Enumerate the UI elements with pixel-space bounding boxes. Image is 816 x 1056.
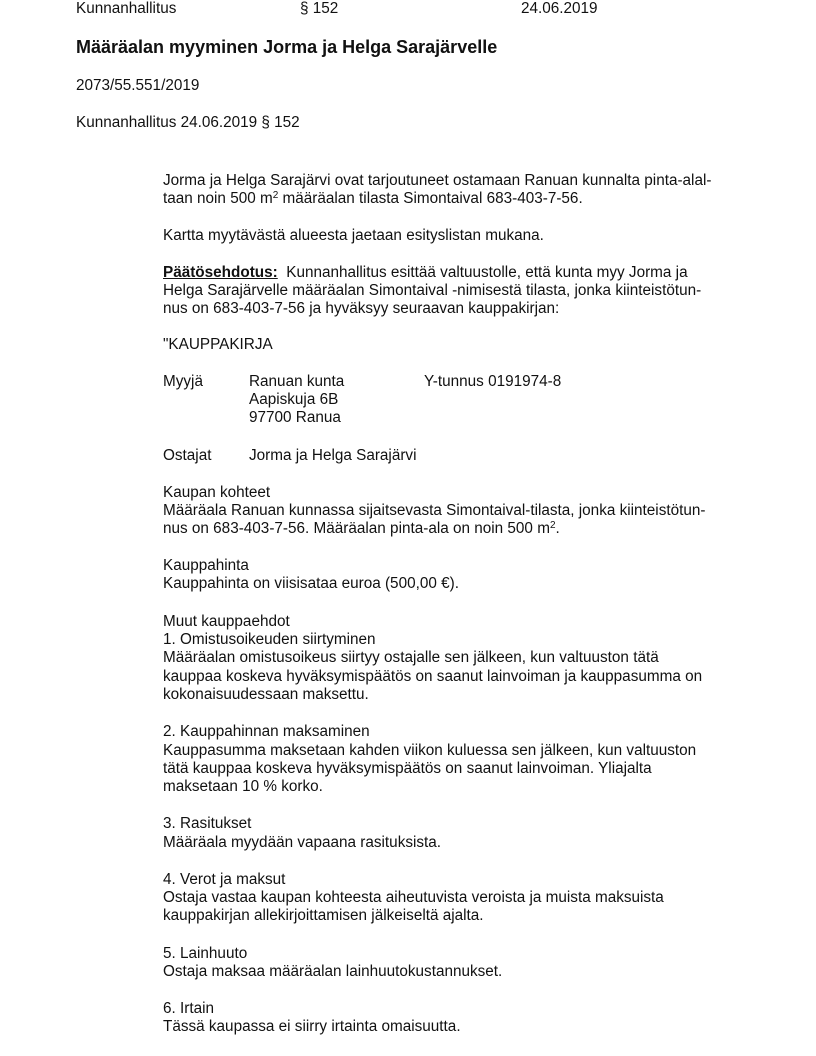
proposal-line <box>163 264 688 282</box>
section-line <box>163 520 560 538</box>
term-heading: 3. Rasitukset <box>163 815 252 832</box>
section-heading: Kauppahinta <box>163 557 249 574</box>
intro-line <box>163 190 583 208</box>
text: taan noin 500 m <box>163 190 273 207</box>
text: nus on 683-403-7-56. Määräalan pinta-ala on noin 500 m <box>163 520 550 537</box>
section-line: Kauppahinta on viisisataa euroa (500,00 €). <box>163 575 459 592</box>
section-line: Määräala Ranuan kunnassa sijaitsevasta Simontaival-tilasta, jonka kiinteistötun- <box>163 502 706 519</box>
text: määräalan tilasta Simontaival 683-403-7-56. <box>278 190 583 207</box>
map-note: Kartta myytävästä alueesta jaetaan esityslistan mukana. <box>163 227 544 244</box>
term-heading: 1. Omistusoikeuden siirtyminen <box>163 631 376 648</box>
term-line: kauppaa koskeva hyväksymispäätös on saanut lainvoiman ja kauppasumma on <box>163 668 703 685</box>
seller-city: 97700 Ranua <box>249 409 341 426</box>
text: Kunnanhallitus esittää valtuustolle, että kunta myy Jorma ja <box>286 264 688 281</box>
section-heading: Muut kauppaehdot <box>163 613 290 630</box>
term-line: Määräalan omistusoikeus siirtyy ostajalle sen jälkeen, kun valtuuston tätä <box>163 649 659 666</box>
term-line: Tässä kaupassa ei siirry irtainta omaisuutta. <box>163 1018 461 1035</box>
term-heading: 4. Verot ja maksut <box>163 871 286 888</box>
term-line: Kauppasumma maksetaan kahden viikon kuluessa sen jälkeen, kun valtuuston <box>163 742 697 759</box>
term-line: kokonaisuudessaan maksettu. <box>163 686 369 703</box>
section-heading: Kaupan kohteet <box>163 484 271 501</box>
header-body: Kunnanhallitus <box>76 0 177 17</box>
diary-number: 2073/55.551/2019 <box>76 77 200 94</box>
term-line: kauppakirjan allekirjoittamisen jälkeiseltä ajalta. <box>163 907 484 924</box>
term-line: Määräala myydään vapaana rasituksista. <box>163 834 442 851</box>
superscript: 2 <box>549 520 556 531</box>
meeting-reference: Kunnanhallitus 24.06.2019 § 152 <box>76 114 300 131</box>
term-heading: 5. Lainhuuto <box>163 945 248 962</box>
page-title: Määräalan myyminen Jorma ja Helga Sarajärvelle <box>76 37 498 57</box>
term-heading: 2. Kauppahinnan maksaminen <box>163 723 370 740</box>
contract-heading: "KAUPPAKIRJA <box>163 336 273 353</box>
buyers-name: Jorma ja Helga Sarajärvi <box>249 447 417 464</box>
term-heading: 6. Irtain <box>163 1000 215 1017</box>
proposal-line: nus on 683-403-7-56 ja hyväksyy seuraavan kauppakirjan: <box>163 300 560 317</box>
term-line: Ostaja vastaa kaupan kohteesta aiheutuvista veroista ja muista maksuista <box>163 889 664 906</box>
superscript: 2 <box>272 190 279 201</box>
seller-street: Aapiskuja 6B <box>249 391 339 408</box>
proposal-line: Helga Sarajärvelle määräalan Simontaival -nimisestä tilasta, jonka kiinteistötun- <box>163 282 702 299</box>
term-line: maksetaan 10 % korko. <box>163 778 323 795</box>
text: . <box>555 520 560 537</box>
seller-name: Ranuan kunta <box>249 373 345 390</box>
header-section: § 152 <box>300 0 339 17</box>
proposal-label: Päätösehdotus: <box>163 264 278 281</box>
intro-line: Jorma ja Helga Sarajärvi ovat tarjoutuneet ostamaan Ranuan kunnalta pinta-alal- <box>163 172 712 189</box>
header-date: 24.06.2019 <box>521 0 598 17</box>
term-line: tätä kauppaa koskeva hyväksymispäätös on saanut lainvoiman. Yliajalta <box>163 760 652 777</box>
seller-label: Myyjä <box>163 373 203 390</box>
term-line: Ostaja maksaa määräalan lainhuutokustannukset. <box>163 963 503 980</box>
seller-business-id: Y-tunnus 0191974-8 <box>424 373 562 390</box>
buyers-label: Ostajat <box>163 447 212 464</box>
